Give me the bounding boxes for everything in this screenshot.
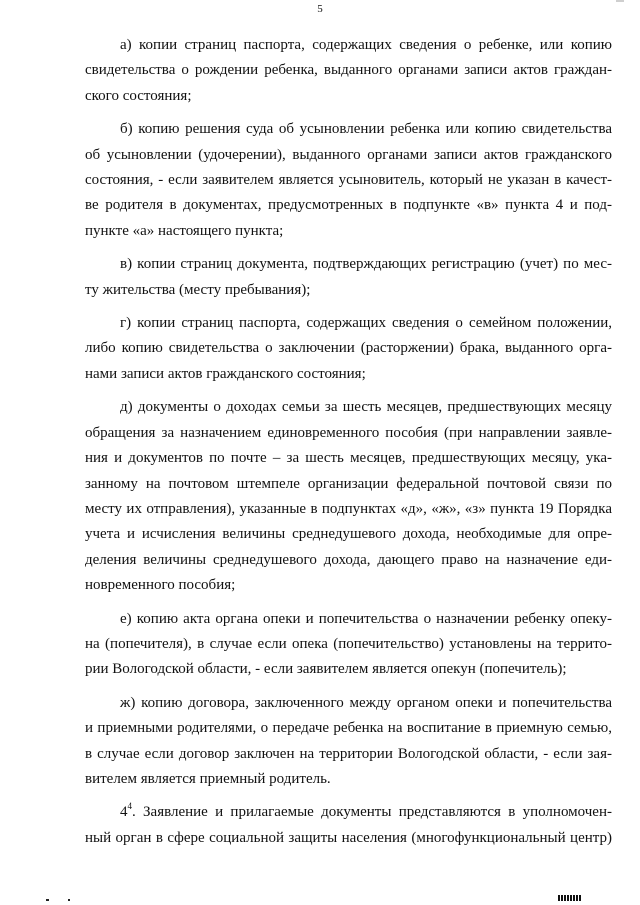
paragraph-line: об усыновлении (удочерении), выданного органами записи актов гражданского: [85, 146, 612, 163]
paragraph-line: обращения за назначением единовременного пособия (при направлении заявле-: [85, 424, 612, 441]
clause-4-4: [85, 800, 612, 851]
clause-first-line: [85, 800, 612, 825]
paragraph-e: [85, 607, 612, 683]
paragraph-line: учета и исчисления величины среднедушевого дохода, необходимые для опре-: [85, 526, 612, 543]
paragraph-line: пункте «а» настоящего пункта;: [85, 222, 284, 239]
scan-barcode: [558, 895, 582, 901]
clause-superscript: 4: [127, 801, 132, 812]
paragraph-line: ского состояния;: [85, 87, 192, 104]
paragraph-line: на (попечителя), в случае если опека (попечительство) установлены на террито-: [85, 635, 612, 652]
paragraph-line: состояния, - если заявителем является усыновитель, который не указан в качест-: [85, 172, 612, 189]
paragraph-line: новременного пособия;: [85, 577, 236, 594]
paragraph-b: [85, 117, 612, 244]
scan-corner-mark: [616, 0, 624, 2]
scan-artifact: [68, 899, 70, 901]
paragraph-line: либо копию свидетельства о заключении (расторжении) брака, выданного орга-: [85, 340, 612, 357]
paragraph-line: б) копию решения суда об усыновлении ребенка или копию свидетельства: [120, 121, 612, 138]
paragraph-line: д) документы о доходах семьи за шесть месяцев, предшествующих месяцу: [120, 399, 612, 416]
paragraph-line: деления величины среднедушевого дохода, дающего право на назначение еди-: [85, 551, 612, 568]
paragraph-line: в) копии страниц документа, подтверждающих регистрацию (учет) по мес-: [120, 256, 612, 273]
paragraph-line: и приемными родителями, о передаче ребенка на воспитание в приемную семью,: [85, 720, 612, 737]
paragraph-line: ту жительства (месту пребывания);: [85, 281, 311, 298]
document-body: [85, 33, 612, 859]
paragraph-line: а) копии страниц паспорта, содержащих сведения о ребенке, или копию: [120, 37, 612, 53]
clause-number: 4: [120, 804, 128, 821]
paragraph-line: месту их отправления), указанные в подпунктах «д», «ж», «з» пункта 19 Порядка: [85, 500, 612, 517]
paragraph-v: [85, 252, 612, 303]
paragraph-line: в случае если договор заключен на территории Вологодской области, - если зая-: [85, 745, 612, 762]
paragraph-g: [85, 311, 612, 387]
paragraph-line: свидетельства о рождении ребенка, выданного органами записи актов граждан-: [85, 62, 612, 79]
paragraph-line: ж) копию договора, заключенного между органом опеки и попечительства: [120, 694, 612, 711]
paragraph-line: ния и документов по почте – за шесть месяцев, предшествующих месяцу, ука-: [85, 450, 612, 467]
paragraph-line: ный орган в сфере социальной защиты населения (многофункциональный центр): [85, 829, 612, 846]
paragraph-line: нами записи актов гражданского состояния;: [85, 365, 366, 382]
paragraph-line: ве родителя в документах, предусмотренных в подпункте «в» пункта 4 и под-: [85, 197, 612, 214]
paragraph-line: вителем является приемный родитель.: [85, 770, 331, 787]
clause-text: . Заявление и прилагаемые документы представляются в уполномочен-: [132, 804, 612, 821]
paragraph-line: рии Вологодской области, - если заявителем является опекун (попечитель);: [85, 661, 567, 678]
paragraph-a: [85, 33, 612, 109]
paragraph-line: е) копию акта органа опеки и попечительства о назначении ребенку опеку-: [120, 610, 612, 627]
page-number: 5: [317, 3, 323, 15]
paragraph-zh: [85, 691, 612, 793]
paragraph-line: г) копии страниц паспорта, содержащих сведения о семейном положении,: [120, 315, 612, 332]
paragraph-d: [85, 395, 612, 598]
paragraph-line: занному на почтовом штемпеле организации федеральной почтовой связи по: [85, 475, 612, 492]
scan-artifact: [46, 899, 49, 901]
